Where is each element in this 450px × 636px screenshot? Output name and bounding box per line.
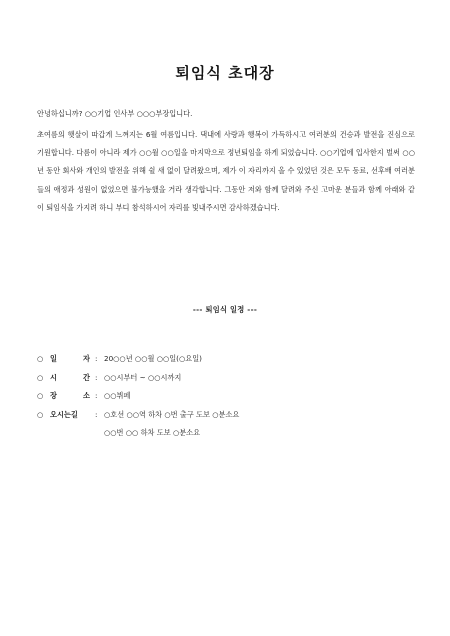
- separator: :: [95, 354, 98, 363]
- schedule-details: [37, 354, 417, 447]
- body-paragraph: 초여름의 햇살이 따갑게 느껴지는 6월 여름입니다. 댁내에 사랑과 행복이 가득하시고 여러분의 건승과 발전을 진심으로 기원합니다. 다름이 아니라 제가 ○○월 ○○일을 마지막으로 정년퇴임을 하게 되었습니다. ○○기업에 입사한지 벌써 ○○년 동안 회사와 개인의 발전을 위해 쉴 새 없이 달려왔으며, 제가 이 자리까지 올 수 있었던 것은 모두 동료, 선후배 여러분들의 애정과 성원이 없었으면 불가능했을 거라 생각합니다. 그동안 저와 함께 달려와 주신 고마운 분들과 함께 아래와 같이 퇴임식을 가지려 하니 부디 참석하시어 자리를 빛내주시면 감사하겠습니다.: [37, 130, 415, 212]
- bullet-icon: ○: [37, 391, 44, 400]
- date-label-char-1: 일: [50, 354, 57, 363]
- bullet-icon: ○: [37, 354, 44, 363]
- separator: :: [95, 372, 98, 382]
- date-label: [50, 354, 90, 364]
- time-label-char-1: 시: [50, 372, 57, 382]
- greeting-text: 안녕하십니까? ○○기업 인사부 ○○○부장입니다.: [37, 109, 193, 118]
- date-value: 20○○년 ○○월 ○○일(○요일): [104, 354, 202, 363]
- directions-row: [37, 410, 417, 429]
- place-row: [37, 391, 417, 410]
- time-value: ○○시부터 ~ ○○시까지: [104, 372, 182, 382]
- separator: :: [95, 391, 98, 400]
- bullet-icon: ○: [37, 409, 44, 419]
- place-label-char-1: 장: [50, 391, 57, 400]
- directions-label: 오시는길: [50, 409, 78, 419]
- time-row: [37, 373, 417, 392]
- place-label-char-2: 소: [83, 391, 90, 400]
- date-label-char-2: 자: [83, 354, 90, 363]
- directions-value-line2: ○○번 ○○ 하차 도보 ○분소요: [104, 428, 201, 437]
- directions-row-continued: [37, 428, 417, 447]
- place-label: [50, 391, 90, 401]
- page-title: 퇴임식 초대장: [175, 64, 275, 82]
- place-value: ○○뷔페: [104, 391, 131, 400]
- bullet-icon: ○: [37, 372, 44, 382]
- directions-value-line1: ○호선 ○○역 하차 ○번 출구 도보 ○분소요: [104, 409, 240, 419]
- time-label: [50, 373, 90, 383]
- separator: :: [95, 409, 98, 419]
- date-row: [37, 354, 417, 373]
- schedule-section-title: --- 퇴임식 일정 ---: [192, 305, 258, 314]
- time-label-char-2: 간: [83, 372, 90, 382]
